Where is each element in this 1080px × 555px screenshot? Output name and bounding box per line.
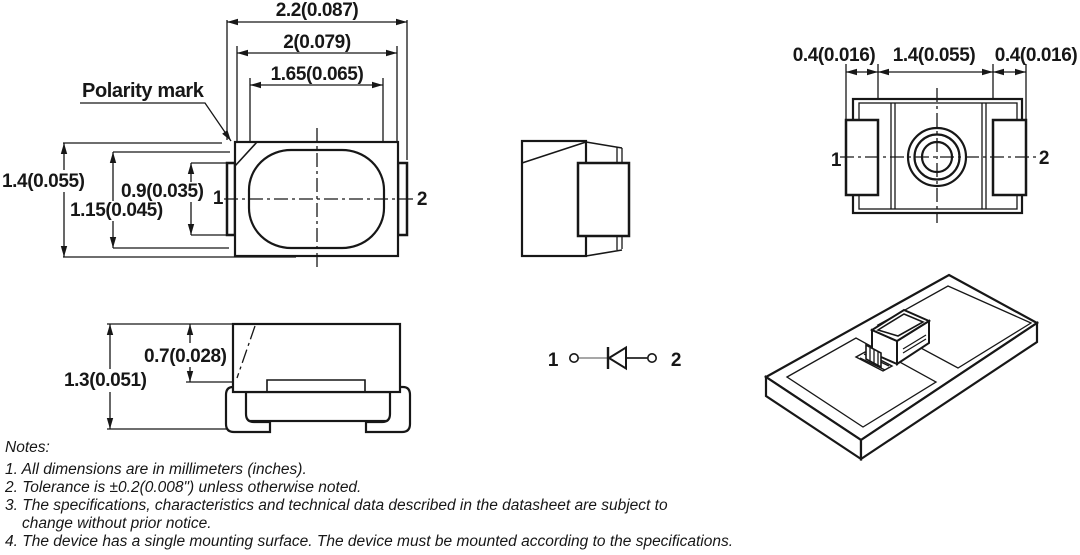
dim-lens-width-label: 1.65(0.065) xyxy=(270,64,364,85)
note-line-4: 4. The device has a single mounting surface. The device must be mounted according to the specifications. xyxy=(5,533,734,550)
side-terminal xyxy=(578,163,629,236)
note-line-1: 1. All dimensions are in millimeters (inches). xyxy=(5,461,307,478)
note-line-3: 3. The specifications, characteristics and technical data described in the datasheet are subject to xyxy=(5,497,668,514)
schematic-pin2-label: 2 xyxy=(670,350,682,371)
dim-body-height-label: 0.7(0.028) xyxy=(144,346,227,367)
dim-terminal-left-label: 0.4(0.016) xyxy=(792,45,876,66)
dim-body-depth-label: 1.15(0.045) xyxy=(70,200,163,221)
note-line-2: 2. Tolerance is ±0.2(0.008") unless otherwise noted. xyxy=(5,479,362,496)
dim-terminal-right-label: 0.4(0.016) xyxy=(994,45,1078,66)
dim-overall-width-label: 2.2(0.087) xyxy=(275,0,359,21)
pin1-label-bottom-view: 1 xyxy=(830,150,842,171)
front-base-band xyxy=(242,392,392,421)
dim-overall-depth-label: 1.4(0.055) xyxy=(2,171,85,192)
schematic-pin1-label: 1 xyxy=(547,350,559,371)
polarity-mark-label: Polarity mark xyxy=(82,80,204,102)
note-line-3-continued: change without prior notice. xyxy=(22,515,212,532)
side-body-outline xyxy=(522,141,586,256)
notes-title: Notes: xyxy=(5,439,50,456)
pin1-label-top-view: 1 xyxy=(212,188,224,209)
pin2-label-bottom-view: 2 xyxy=(1038,148,1050,169)
dim-body-width-label: 2(0.079) xyxy=(283,32,351,53)
front-body-outline xyxy=(233,324,400,392)
pin2-label-top-view: 2 xyxy=(416,189,428,210)
dim-terminal-depth-label: 0.9(0.035) xyxy=(121,181,204,202)
dim-total-height-label: 1.3(0.051) xyxy=(64,370,147,391)
dim-body-width-label-bottom: 1.4(0.055) xyxy=(892,45,976,66)
